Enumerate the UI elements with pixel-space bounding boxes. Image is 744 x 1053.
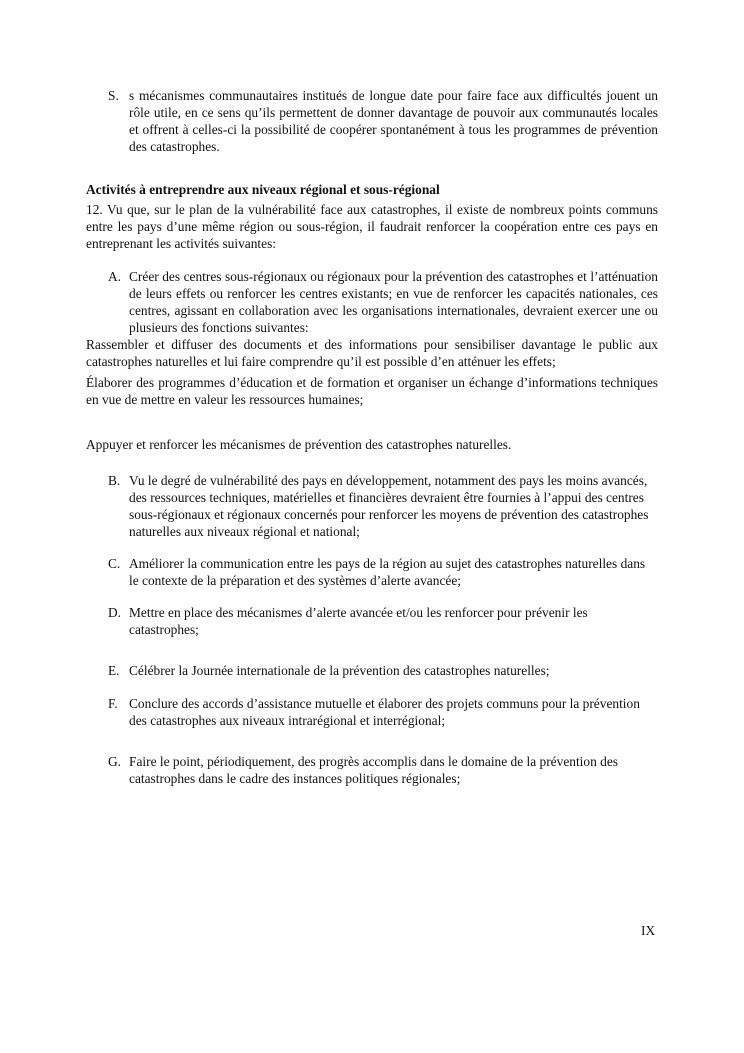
list-marker: F. [108,696,118,711]
list-item-f [86,695,658,729]
list-item-g [86,753,658,787]
list-item-text: Vu le degré de vulnérabilité des pays en développement, notamment des pays les moins avancés, des ressources techniques, matérielles et financières devraient être fournies à l’appui des centres sous-régionaux et régionaux concernés pour renforcer les moyens de prévention des catastrophes naturelles aux niveaux régional et national; [129,473,649,539]
sub-paragraph: Appuyer et renforcer les mécanismes de prévention des catastrophes naturelles. [86,437,512,452]
document-body [86,87,658,787]
list-marker: E. [108,663,120,678]
list-item-s [86,87,658,155]
list-marker: B. [108,473,121,488]
list-item-text: Célébrer la Journée internationale de la prévention des catastrophes naturelles; [129,663,550,678]
list-item-b [86,472,658,540]
list-item-c [86,555,658,589]
list-item-text: Créer des centres sous-régionaux ou régionaux pour la prévention des catastrophes et l’atténuation de leurs effets ou renforcer les centres existants; en vue de renforcer les capacités nationales, ces centres, agissant en collaboration avec les organisations internationales, devraient exercer une ou plusieurs des fonctions suivantes: [129,269,658,335]
paragraph-12: 12. Vu que, sur le plan de la vulnérabilité face aux catastrophes, il existe de nombreux points communs entre les pays d’une même région ou sous-région, il faudrait renforcer la coopération entre ces pays en entreprenant les activités suivantes: [86,202,658,251]
list-item-e [86,662,658,679]
list-item-text: s mécanismes communautaires institués de longue date pour faire face aux difficultés jouent un rôle utile, en ce sens qu’ils permettent de donner davantage de pouvoir aux communautés locales et offrent à celles-ci la possibilité de coopérer spontanément à tous les programmes de prévention des catastrophes. [129,88,658,154]
sub-paragraph: Élaborer des programmes d’éducation et de formation et organiser un échange d’informations techniques en vue de mettre en valeur les ressources humaines; [86,375,658,407]
list-marker: S. [108,88,119,103]
page-number: IX [641,923,656,938]
list-item-d [86,604,658,638]
list-item-text: Améliorer la communication entre les pays de la région au sujet des catastrophes naturelles dans le contexte de la préparation et des systèmes d’alerte avancée; [129,556,646,588]
list-marker: G. [108,754,122,769]
list-item-text: Mettre en place des mécanismes d’alerte avancée et/ou les renforcer pour prévenir les catastrophes; [129,605,588,637]
section-heading: Activités à entreprendre aux niveaux régional et sous-régional [86,182,440,197]
list-marker: C. [108,556,121,571]
list-item-a [86,268,658,336]
list-marker: D. [108,605,122,620]
list-item-text: Conclure des accords d’assistance mutuelle et élaborer des projets communs pour la prévention des catastrophes aux niveaux intrarégional et interrégional; [129,696,640,728]
sub-paragraph: Rassembler et diffuser des documents et des informations pour sensibiliser davantage le public aux catastrophes naturelles et lui faire comprendre qu’il est possible d’en atténuer les effets; [86,337,658,369]
list-marker: A. [108,269,122,284]
list-item-text: Faire le point, périodiquement, des progrès accomplis dans le domaine de la prévention des catastrophes dans le cadre des instances politiques régionales; [129,754,618,786]
